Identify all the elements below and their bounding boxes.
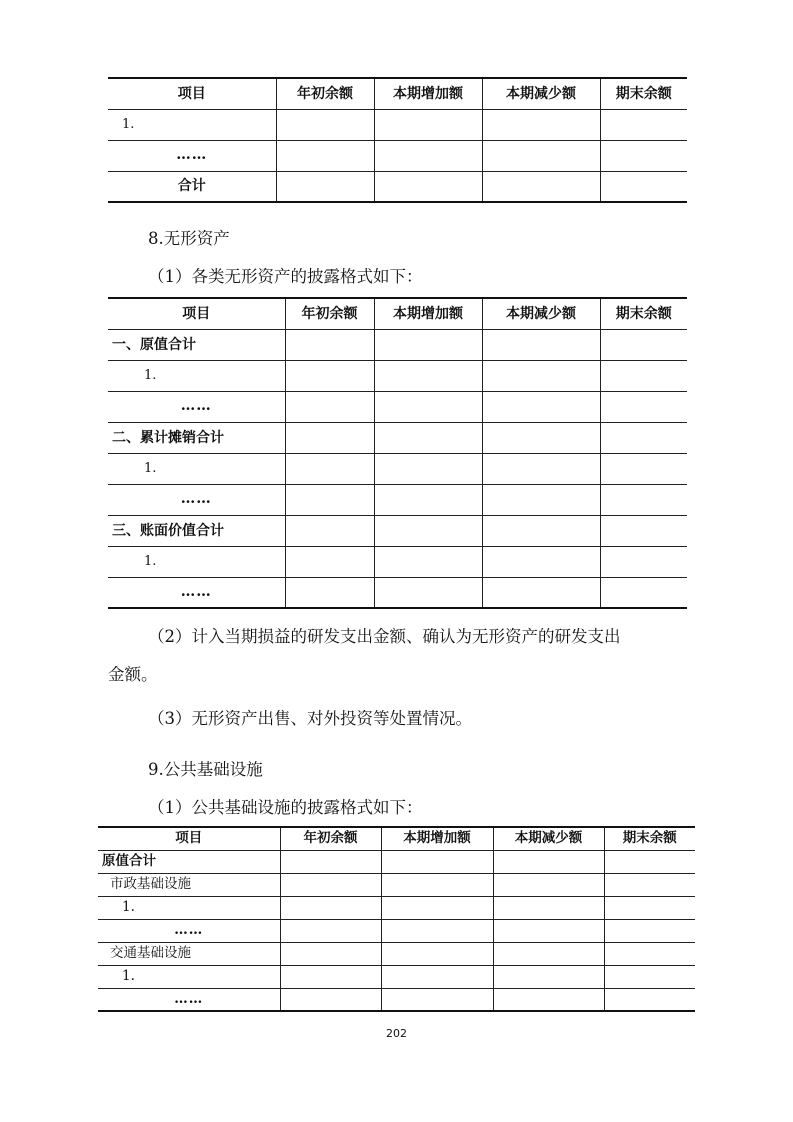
row-label: 1. <box>108 453 285 484</box>
section-8-sub3: （3）无形资产出售、对外投资等处置情况。 <box>148 709 472 728</box>
page-number: 202 <box>386 1027 407 1040</box>
table-intangible-assets <box>108 297 687 609</box>
row-label: …… <box>98 988 280 1011</box>
table-row <box>98 896 695 919</box>
header-decrease: 本期减少额 <box>482 78 600 109</box>
header-opening-balance: 年初余额 <box>276 78 374 109</box>
table-row <box>108 329 687 360</box>
header-item: 项目 <box>108 298 285 329</box>
header-increase: 本期增加额 <box>381 827 493 850</box>
row-label: 市政基础设施 <box>98 873 280 896</box>
row-label: 合计 <box>108 171 276 202</box>
row-label: 1. <box>108 109 276 140</box>
table-row-total <box>108 171 687 202</box>
table-generic-items <box>108 77 687 203</box>
table-row <box>108 360 687 391</box>
header-closing-balance: 期末余额 <box>604 827 695 850</box>
table-header-row <box>108 298 687 329</box>
section-8-sub1: （1）各类无形资产的披露格式如下： <box>148 267 423 286</box>
header-opening-balance: 年初余额 <box>285 298 374 329</box>
section-9-sub1: （1）公共基础设施的披露格式如下： <box>148 798 423 817</box>
table-row <box>98 988 695 1011</box>
header-item: 项目 <box>98 827 280 850</box>
row-label: 三、账面价值合计 <box>108 515 285 546</box>
table-header-row <box>108 78 687 109</box>
row-label: 1. <box>98 965 280 988</box>
section-8-heading: 8.无形资产 <box>148 229 230 248</box>
row-label: 1. <box>98 896 280 919</box>
row-label: …… <box>98 919 280 942</box>
row-label: …… <box>108 140 276 171</box>
table-row <box>108 140 687 171</box>
header-increase: 本期增加额 <box>374 78 482 109</box>
header-opening-balance: 年初余额 <box>280 827 381 850</box>
header-item: 项目 <box>108 78 276 109</box>
table-header-row <box>98 827 695 850</box>
table-row <box>108 484 687 515</box>
table-row <box>98 873 695 896</box>
table-row <box>108 515 687 546</box>
header-decrease: 本期减少额 <box>482 298 600 329</box>
table-row <box>98 850 695 873</box>
row-label: 1. <box>108 360 285 391</box>
table-row <box>108 453 687 484</box>
row-label: 一、原值合计 <box>108 329 285 360</box>
section-9-heading: 9.公共基础设施 <box>148 760 263 779</box>
table-row <box>108 422 687 453</box>
table-row <box>98 942 695 965</box>
header-decrease: 本期减少额 <box>493 827 604 850</box>
header-closing-balance: 期末余额 <box>600 78 687 109</box>
header-closing-balance: 期末余额 <box>600 298 687 329</box>
row-label: …… <box>108 577 285 608</box>
table-row <box>98 965 695 988</box>
table-public-infrastructure <box>98 826 695 1012</box>
row-label: 二、累计摊销合计 <box>108 422 285 453</box>
section-8-sub2-line1: （2）计入当期损益的研发支出金额、确认为无形资产的研发支出 <box>148 627 621 646</box>
row-label: …… <box>108 391 285 422</box>
table-row <box>108 109 687 140</box>
row-label: 交通基础设施 <box>98 942 280 965</box>
header-increase: 本期增加额 <box>374 298 482 329</box>
row-label: 1. <box>108 546 285 577</box>
table-row <box>98 919 695 942</box>
table-row <box>108 577 687 608</box>
table-row <box>108 546 687 577</box>
table-row <box>108 391 687 422</box>
section-8-sub2-line2: 金额。 <box>108 665 158 684</box>
row-label: 原值合计 <box>98 850 280 873</box>
row-label: …… <box>108 484 285 515</box>
